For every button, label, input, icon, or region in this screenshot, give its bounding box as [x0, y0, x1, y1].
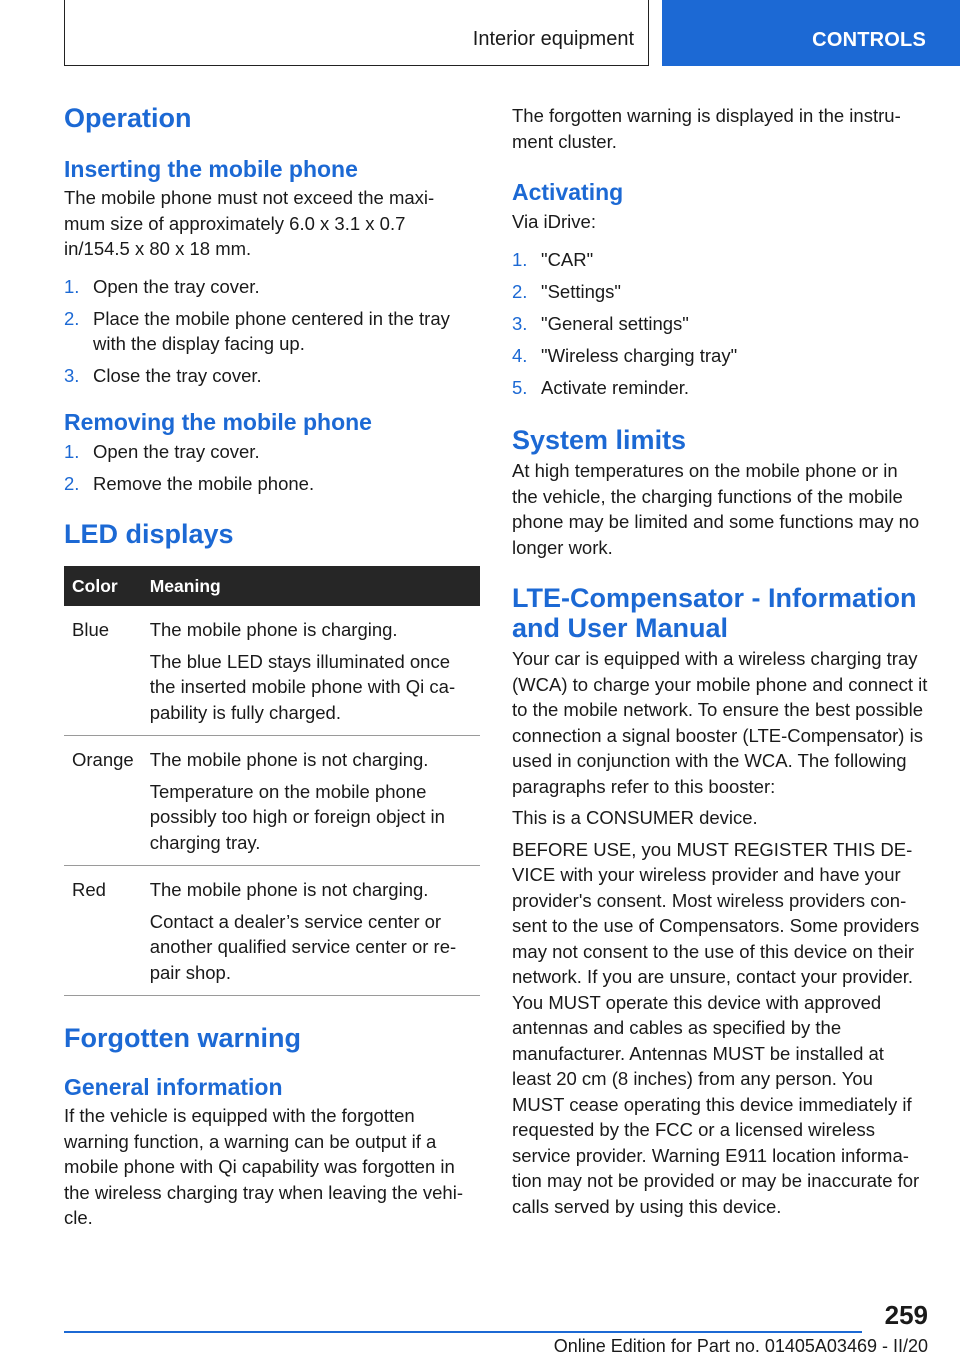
edition-text: Online Edition for Part no. 01405A03469 - II/20: [553, 1336, 928, 1356]
list-item: [64, 471, 482, 497]
step-text: "General settings": [541, 312, 689, 334]
list-item: [512, 311, 928, 337]
list-item: [512, 279, 928, 305]
led-meaning-detail: The blue LED stays illuminated once the inserted mobile phone with Qi capability is fully charged.: [149, 650, 456, 723]
led-meaning: The mobile phone is not charging.: [149, 749, 429, 770]
list-item: [64, 274, 482, 300]
limits-heading: System limits: [512, 425, 687, 455]
chapter-title: CONTROLS: [812, 29, 926, 51]
step-number: 2.: [64, 307, 80, 329]
led-color: Red: [72, 879, 106, 900]
header-chapter-tab: [662, 0, 960, 66]
general-heading: General information: [64, 1074, 283, 1100]
via-text: Via iDrive:: [512, 211, 596, 232]
inserting-heading: Inserting the mobile phone: [64, 156, 358, 182]
forgotten-heading: Forgotten warning: [64, 1023, 301, 1053]
lte-consumer-text: This is a CONSUMER device.: [512, 807, 758, 828]
step-number: 1.: [64, 275, 80, 297]
step-number: 4.: [512, 344, 528, 366]
inserting-steps: [64, 274, 482, 389]
inserting-text: The mobile phone must not exceed the maximum size of approximately 6.0 x 3.1 x 0.7 in/154.5 x 80 x 18 mm.: [64, 187, 435, 259]
step-number: 3.: [512, 312, 528, 334]
operation-heading: Operation: [64, 103, 192, 133]
step-text: Place the mobile phone centered in the tray with the display facing up.: [93, 307, 450, 354]
step-text: Close the tray cover.: [93, 365, 262, 386]
step-number: 3.: [64, 365, 80, 386]
forgotten-cont-text: The forgotten warning is displayed in the instrument cluster.: [512, 105, 901, 152]
list-item: [512, 343, 928, 369]
led-heading: LED displays: [64, 519, 234, 549]
removing-steps: [64, 439, 482, 497]
table-row: [64, 606, 480, 736]
step-number: 1.: [64, 440, 80, 462]
removing-heading: Removing the mobile phone: [64, 408, 372, 435]
led-meaning-detail: Temperature on the mobile phone possibly too high or foreign object in charging tray.: [149, 780, 445, 853]
led-meaning: The mobile phone is not charging.: [149, 879, 429, 900]
list-item: [64, 363, 482, 389]
step-text: Open the tray cover.: [93, 275, 260, 297]
table-row: [64, 736, 480, 866]
limits-text: At high temperatures on the mobile phone or in the vehicle, the charging functions of the mobile phone may be limited and some functions may no longer work.: [512, 460, 920, 558]
led-color: Orange: [72, 749, 134, 770]
table-header-meaning: Meaning: [142, 566, 480, 606]
lte-register-text: BEFORE USE, you MUST REGISTER THIS DEVICE with your wireless provider and have your provider's consent. Most wireless providers consent to the use of Compensators. Some providers may not consent to the use of this device on their network. If you are unsure, contact your provider. You MUST operate this device with approved antennas and cables as specified by the manufacturer. Antennas MUST be installed at least 20 cm (8 inches) from any person. You MUST cease operating this device immediately if requested by the FCC or a licensed wireless service provider. Warning E911 location information may not be provided or may be inaccurate for calls served by using this device.: [512, 838, 920, 1217]
led-color: Blue: [72, 619, 110, 640]
step-number: 2.: [512, 280, 528, 302]
page-number: 259: [884, 1300, 928, 1330]
list-item: [64, 439, 482, 465]
led-table: [64, 566, 480, 996]
step-text: Remove the mobile phone.: [93, 472, 315, 494]
table-header-row: [64, 566, 480, 606]
activating-heading: Activating: [512, 179, 624, 205]
footer-divider: [64, 1331, 862, 1333]
step-number: 5.: [512, 376, 528, 398]
lte-intro-text: Your car is equipped with a wireless charging tray (WCA) to charge your mobile phone and connect it to the mobile network. To ensure the best possible connection a signal booster (LTE-Compensator) is used in conjunction with the WCA. The following paragraphs refer to this booster:: [512, 648, 928, 797]
table-header-color: Color: [64, 566, 142, 606]
led-meaning-detail: Contact a dealer’s service center or another qualified service center or repair shop.: [149, 910, 457, 983]
step-text: "CAR": [541, 248, 594, 270]
right-column: [512, 100, 928, 1219]
step-number: 1.: [512, 248, 528, 270]
activating-steps: [512, 247, 928, 401]
section-title: Interior equipment: [472, 28, 634, 50]
step-text: Activate reminder.: [541, 376, 690, 398]
lte-heading: LTE-Compensator - Information and User Manual: [512, 583, 917, 643]
table-row: [64, 866, 480, 996]
step-text: "Wireless charging tray": [541, 344, 738, 366]
left-column: [64, 100, 482, 1231]
step-number: 2.: [64, 472, 80, 494]
header-section-tab: [64, 0, 649, 66]
general-text: If the vehicle is equipped with the forgotten warning function, a warning can be output if a mobile phone with Qi capability was forgotten in the wireless charging tray when leaving the vehicle.: [64, 1105, 463, 1228]
list-item: [512, 375, 928, 401]
list-item: [512, 247, 928, 273]
step-text: "Settings": [541, 280, 621, 302]
led-meaning: The mobile phone is charging.: [149, 619, 398, 640]
step-text: Open the tray cover.: [93, 440, 260, 462]
list-item: [64, 306, 482, 357]
